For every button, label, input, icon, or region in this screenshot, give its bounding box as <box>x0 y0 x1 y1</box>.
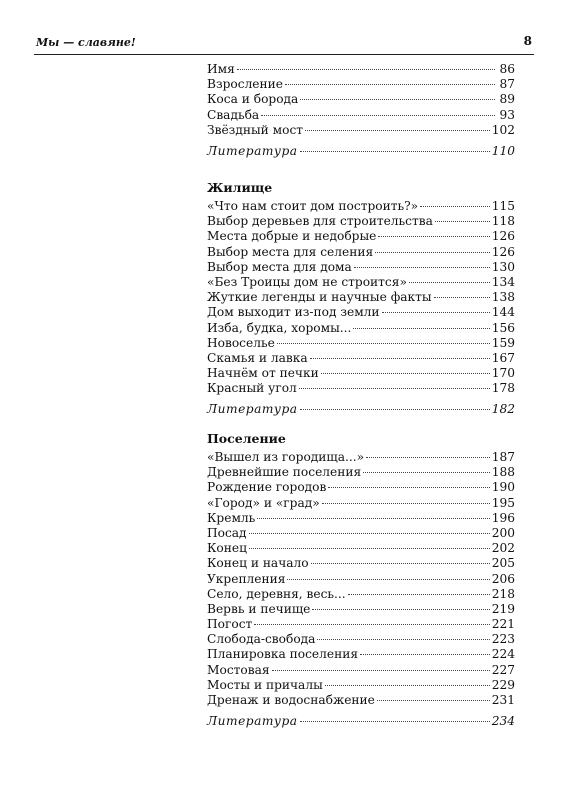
toc-entry-page: 187 <box>491 450 515 464</box>
toc-entry <box>207 199 515 214</box>
toc-section-zhilishche <box>207 179 515 418</box>
toc-entry-title: «Вышел из городища...» <box>207 450 365 464</box>
dot-leader <box>249 532 490 534</box>
toc-entry <box>207 123 515 138</box>
toc-entry <box>207 245 515 260</box>
dot-leader <box>249 547 490 549</box>
toc-entry <box>207 511 515 526</box>
toc-entry-page: 126 <box>491 244 515 259</box>
toc-entry-title: Взросление <box>207 77 283 92</box>
toc-entry-title: Коса и борода <box>207 92 299 107</box>
toc-entry-title: «Что нам стоит дом построить?» <box>207 199 419 213</box>
running-header <box>34 28 534 55</box>
toc-entry-title: Скамья и лавка <box>207 350 308 365</box>
toc-entry <box>207 465 515 480</box>
toc-entry <box>207 632 515 647</box>
toc-entry-page: 229 <box>491 677 515 692</box>
toc-entry-title: Кремль <box>207 510 256 525</box>
toc-entry-title: Красный угол <box>207 381 297 396</box>
toc-entry-title: Свадьба <box>207 107 260 122</box>
toc-entry-page: 167 <box>491 350 515 365</box>
toc-entry <box>207 617 515 632</box>
toc-section-1 <box>207 62 515 159</box>
toc-entry-title: Места добрые и недобрые <box>207 229 377 244</box>
dot-leader <box>321 372 490 374</box>
toc-entry-page: 102 <box>491 122 515 137</box>
toc-entry-title: «Город» и «град» <box>207 495 320 510</box>
toc-entry-page: 144 <box>491 305 515 320</box>
toc-entry-page: 200 <box>491 525 515 540</box>
dot-leader <box>317 638 489 640</box>
dot-leader <box>272 669 490 671</box>
dot-leader <box>366 456 490 458</box>
toc-entry-page: 126 <box>491 229 515 244</box>
toc-entry-page: 87 <box>499 77 515 92</box>
dot-leader <box>325 684 490 686</box>
toc-entry-title: Планировка поселения <box>207 647 359 662</box>
toc-entry-title: Имя <box>207 62 235 76</box>
dot-leader <box>300 720 490 722</box>
dot-leader <box>353 327 489 329</box>
toc-entry <box>207 214 515 229</box>
toc-entry-page: 130 <box>491 259 515 274</box>
toc-entry-title: Мосты и причалы <box>207 677 323 692</box>
toc-entry <box>207 77 515 92</box>
toc-entry-page: 118 <box>491 214 515 229</box>
dot-leader <box>322 502 490 504</box>
toc-entry <box>207 290 515 305</box>
toc-entry-page: 110 <box>491 143 515 158</box>
toc-entry-page: 227 <box>491 662 515 677</box>
book-title: Мы — славяне! <box>36 36 136 49</box>
toc-entry-title: Литература <box>207 714 298 729</box>
toc-entry-title: Новоселье <box>207 335 275 350</box>
toc-entry-page: 205 <box>491 556 515 571</box>
toc-entry-title: Рождение городов <box>207 480 327 495</box>
dot-leader <box>312 608 489 610</box>
toc-entry-title: Литература <box>207 143 298 158</box>
toc-entry <box>207 602 515 617</box>
toc-entry-page: 202 <box>491 541 515 556</box>
toc-entry-page: 159 <box>491 335 515 350</box>
toc-entry <box>207 92 515 107</box>
toc-literature-entry <box>207 402 515 417</box>
toc-entry <box>207 366 515 381</box>
toc-entry-page: 221 <box>491 617 515 632</box>
dot-leader <box>409 281 490 283</box>
toc-entry <box>207 336 515 351</box>
toc-entry <box>207 587 515 602</box>
toc-entry-page: 219 <box>491 601 515 616</box>
dot-leader <box>257 517 489 519</box>
dot-leader <box>435 220 490 222</box>
toc-entry-page: 86 <box>499 62 515 76</box>
toc-entry <box>207 260 515 275</box>
toc-entry-page: 156 <box>491 320 515 335</box>
toc-literature-entry <box>207 144 515 159</box>
toc-entry <box>207 62 515 77</box>
toc-entry-title: Звёздный мост <box>207 122 304 137</box>
toc-entry <box>207 450 515 465</box>
toc-entry-title: Древнейшие поселения <box>207 465 362 480</box>
toc-entry <box>207 381 515 396</box>
dot-leader <box>420 205 490 207</box>
toc-entry-title: Начнём от печки <box>207 366 319 381</box>
section-heading: Жилище <box>207 180 273 195</box>
toc-entry-title: Изба, будка, хоромы... <box>207 320 352 335</box>
toc-entry-title: Вервь и печище <box>207 601 311 616</box>
toc-entry <box>207 556 515 571</box>
toc-entry-page: 231 <box>491 693 515 707</box>
dot-leader <box>377 699 490 701</box>
section-heading: Поселение <box>207 431 286 446</box>
page-number: 8 <box>523 34 532 48</box>
dot-leader <box>348 593 490 595</box>
toc-entry <box>207 678 515 693</box>
toc-entry-page: 206 <box>491 571 515 586</box>
toc-entry-title: Укрепления <box>207 571 286 586</box>
toc-entry-page: 195 <box>491 495 515 510</box>
toc-entry-title: Мостовая <box>207 662 270 677</box>
toc-entry <box>207 305 515 320</box>
toc-entry-page: 182 <box>491 402 515 417</box>
toc-entry-page: 188 <box>491 465 515 480</box>
toc-entry-title: Конец и начало <box>207 556 309 571</box>
dot-leader <box>310 357 490 359</box>
toc-entry-title: Выбор места для дома <box>207 259 352 274</box>
toc-entry-page: 134 <box>491 274 515 289</box>
dot-leader <box>360 653 490 655</box>
dot-leader <box>305 129 490 131</box>
toc-entry-page: 115 <box>491 199 515 213</box>
toc-entry-page: 93 <box>499 107 515 122</box>
dot-leader <box>300 98 495 100</box>
toc-entry-page: 138 <box>491 290 515 305</box>
dot-leader <box>287 578 489 580</box>
dot-leader <box>277 342 490 344</box>
toc-entry <box>207 663 515 678</box>
toc-entry-page: 178 <box>491 381 515 396</box>
toc-entry-title: Литература <box>207 402 298 417</box>
toc-entry-title: Слобода-свобода <box>207 632 316 647</box>
toc-section-poselenie <box>207 430 515 729</box>
toc-entry-title: Дренаж и водоснабжение <box>207 693 375 707</box>
dot-leader <box>375 251 490 253</box>
toc-entry-title: Выбор места для селения <box>207 244 374 259</box>
toc-entry-title: Выбор деревьев для строительства <box>207 214 433 229</box>
dot-leader <box>311 562 490 564</box>
toc-entry <box>207 351 515 366</box>
dot-leader <box>363 471 490 473</box>
dot-leader <box>378 235 489 237</box>
dot-leader <box>285 83 495 85</box>
dot-leader <box>261 114 495 116</box>
toc-entry-title: Дом выходит из-под земли <box>207 305 380 320</box>
toc-entry <box>207 108 515 123</box>
toc-entry-page: 196 <box>491 510 515 525</box>
dot-leader <box>237 68 495 70</box>
toc-entry-title: Конец <box>207 541 247 556</box>
toc-entry-page: 170 <box>491 366 515 381</box>
toc-entry <box>207 229 515 244</box>
toc-entry-title: Погост <box>207 617 253 632</box>
toc-entry-page: 218 <box>491 586 515 601</box>
toc-entry <box>207 526 515 541</box>
toc-entry <box>207 647 515 662</box>
toc-entry <box>207 321 515 336</box>
dot-leader <box>382 311 490 313</box>
toc-entry-page: 89 <box>499 92 515 107</box>
toc-entry-page: 224 <box>491 647 515 662</box>
toc-entry <box>207 541 515 556</box>
toc-entry-page: 234 <box>491 714 515 729</box>
toc-literature-entry <box>207 714 515 729</box>
toc-entry <box>207 275 515 290</box>
toc-entry-title: Посад <box>207 525 247 540</box>
toc-entry-page: 190 <box>491 480 515 495</box>
toc-entry-page: 223 <box>491 632 515 647</box>
dot-leader <box>300 408 490 410</box>
dot-leader <box>328 486 489 488</box>
dot-leader <box>354 266 490 268</box>
dot-leader <box>299 387 490 389</box>
toc-entry <box>207 693 515 708</box>
toc-entry <box>207 480 515 495</box>
dot-leader <box>434 296 490 298</box>
dot-leader <box>254 623 489 625</box>
toc-entry-title: Жуткие легенды и научные факты <box>207 290 432 305</box>
toc-entry-title: «Без Троицы дом не строится» <box>207 274 407 289</box>
toc-entry <box>207 572 515 587</box>
toc-entry <box>207 496 515 511</box>
dot-leader <box>300 150 490 152</box>
toc-entry-title: Село, деревня, весь... <box>207 586 346 601</box>
